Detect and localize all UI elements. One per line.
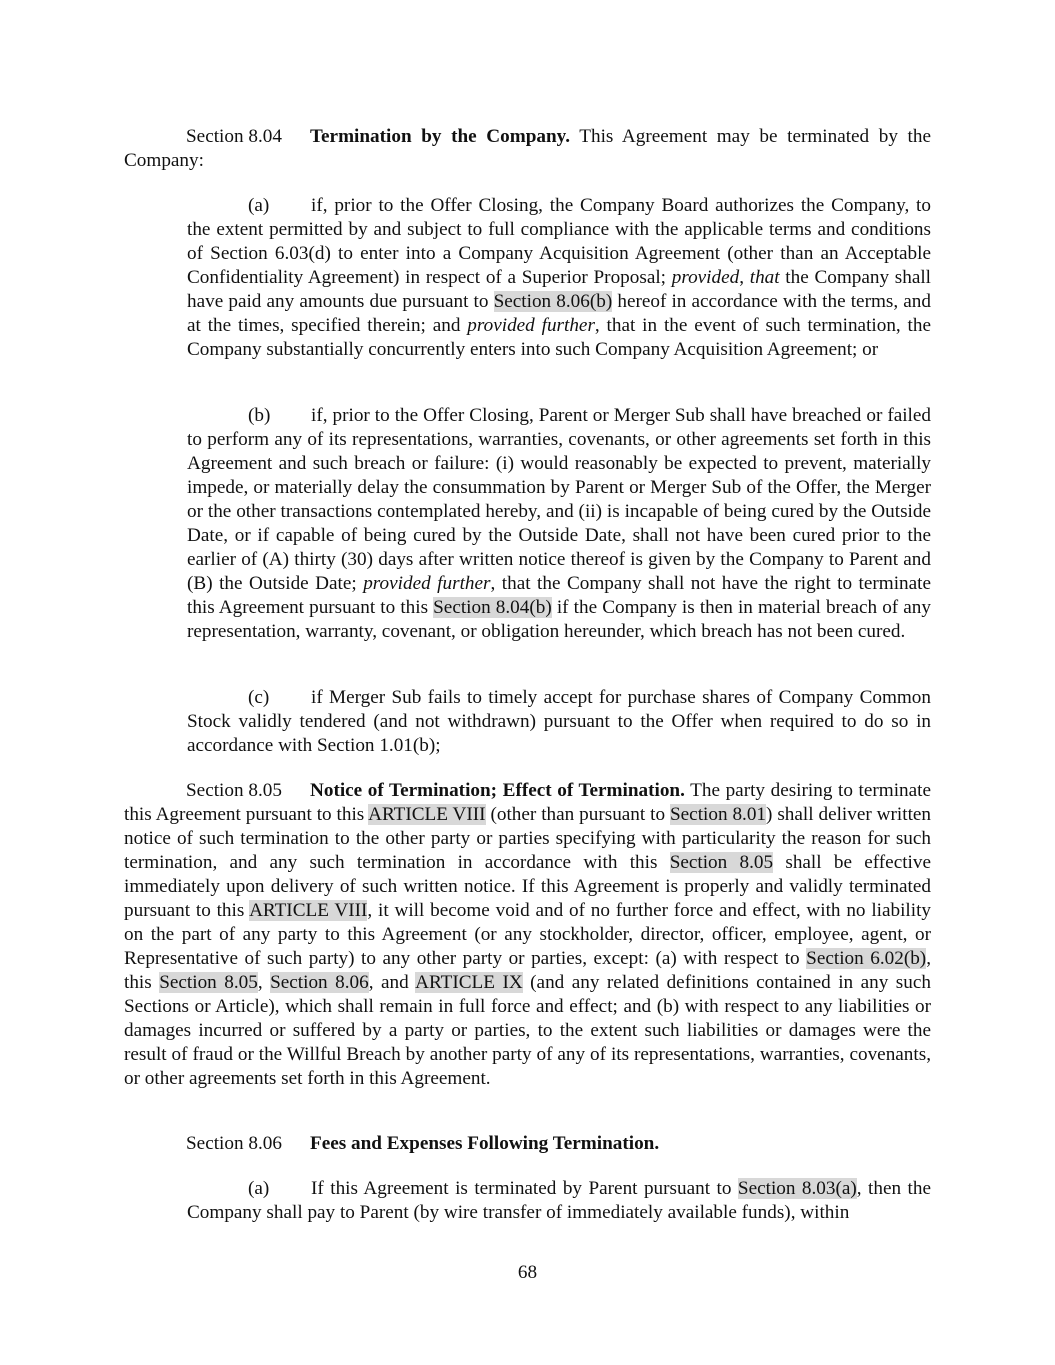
section-heading: Notice of Termination; Effect of Termination. bbox=[310, 780, 685, 801]
section-heading: Termination by the Company. bbox=[310, 126, 570, 147]
clause-label: (a) bbox=[248, 195, 270, 216]
cross-reference-link[interactable]: Section 8.05 bbox=[159, 972, 258, 993]
section-8-04: Section 8.04 Termination by the Company. This Agreement may be terminated by the Company: bbox=[124, 126, 931, 171]
cross-reference-link[interactable]: Section 8.05 bbox=[669, 852, 774, 873]
clause-8-04-a: (a) if, prior to the Offer Closing, the Company Board authorizes the Company, to the extent permitted by and subject to full compliance with the applicable terms and conditions of Section 6.03(d) to enter into a Company Acquisition Agreement (other than an Acceptable Confidentiality Agreement) in respect of a Superior Proposal; provided, that the Company shall have paid any amounts due pursuant to Section 8.06(b) hereof in accordance with the terms, and at the times, specified therein; and provided further, that in the event of such termination, the Company substantially concurrently enters into such Company Acquisition Agreement; or bbox=[187, 195, 932, 360]
section-number: Section 8.05 bbox=[186, 780, 282, 801]
clause-label: (b) bbox=[248, 405, 271, 426]
clause-8-06-a: (a) If this Agreement is terminated by Parent pursuant to Section 8.03(a), then the Company shall pay to Parent (by wire transfer of immediately available funds), within bbox=[187, 1178, 931, 1223]
clause-8-04-b: (b) if, prior to the Offer Closing, Parent or Merger Sub shall have breached or failed to perform any of its representations, warranties, covenants, or other agreements set forth in this Agreement and such breach or failure: (i) would reasonably be expected to prevent, materially impede, or materially delay the consummation by Parent or Merger Sub of the Offer, the Merger or the other transactions contemplated hereby, and (ii) is incapable of being cured by the Outside Date, or if capable of being cured by the Outside Date, shall not have been cured prior to the earlier of (A) thirty (30) days after written notice thereof is given by the Company to Parent and (B) the Outside Date; provided further, that the Company shall not have the right to terminate this Agreement pursuant to this Section 8.04(b) if the Company is then in material breach of any representation, warranty, covenant, or obligation hereunder, which breach has not been cured. bbox=[187, 405, 931, 642]
clause-label: (c) bbox=[248, 687, 270, 708]
clause-label: (a) bbox=[248, 1178, 270, 1199]
cross-reference-link[interactable]: Section 8.06 bbox=[270, 972, 369, 993]
cross-reference-link[interactable]: Section 6.02(b) bbox=[806, 948, 927, 969]
cross-reference-link[interactable]: ARTICLE VIII bbox=[368, 804, 486, 825]
page-number: 68 bbox=[517, 1262, 538, 1283]
section-8-05: Section 8.05 Notice of Termination; Effect of Termination. The party desiring to terminate this Agreement pursuant to this ARTICLE VIII (other than pursuant to Section 8.01) shall deliver written notice of such termination to the other party or parties specifying with particularity the reason for such termination, and any such termination in accordance with this Section 8.05 shall be effective immediately upon delivery of such written notice. If this Agreement is properly and validly terminated pursuant to this ARTICLE VIII, it will become void and of no further force and effect, with no liability on the part of any party to this Agreement (or any stockholder, director, officer, employee, agent, or Representative of such party) to any other party or parties, except: (a) with respect to Section 6.02(b), this Section 8.05, Section 8.06, and ARTICLE IX (and any related definitions contained in any such Sections or Article), which shall remain in full force and effect; and (b) with respect to any liabilities or damages incurred or suffered by a party or parties, to the extent such liabilities or damages were the result of fraud or the Willful Breach by another party of any of its representations, warranties, covenants, or other agreements set forth in this Agreement. bbox=[124, 780, 932, 1089]
cross-reference-link[interactable]: ARTICLE IX bbox=[415, 972, 523, 993]
cross-reference-link[interactable]: Section 8.04(b) bbox=[433, 597, 552, 618]
section-number: Section 8.06 bbox=[186, 1133, 282, 1154]
cross-reference-link[interactable]: Section 8.01 bbox=[669, 804, 767, 825]
section-8-06 bbox=[124, 1132, 931, 1156]
clause-8-04-c: (c) if Merger Sub fails to timely accept for purchase shares of Company Common Stock validly tendered (and not withdrawn) pursuant to the Offer when required to do so in accordance with Section 1.01(b); bbox=[187, 687, 931, 756]
cross-reference-link[interactable]: Section 8.06(b) bbox=[493, 291, 613, 312]
section-heading: Fees and Expenses Following Termination. bbox=[310, 1133, 660, 1154]
cross-reference-link[interactable]: Section 8.03(a) bbox=[737, 1178, 857, 1199]
cross-reference-link[interactable]: ARTICLE VIII bbox=[249, 900, 368, 921]
section-number: Section 8.04 bbox=[186, 126, 282, 147]
